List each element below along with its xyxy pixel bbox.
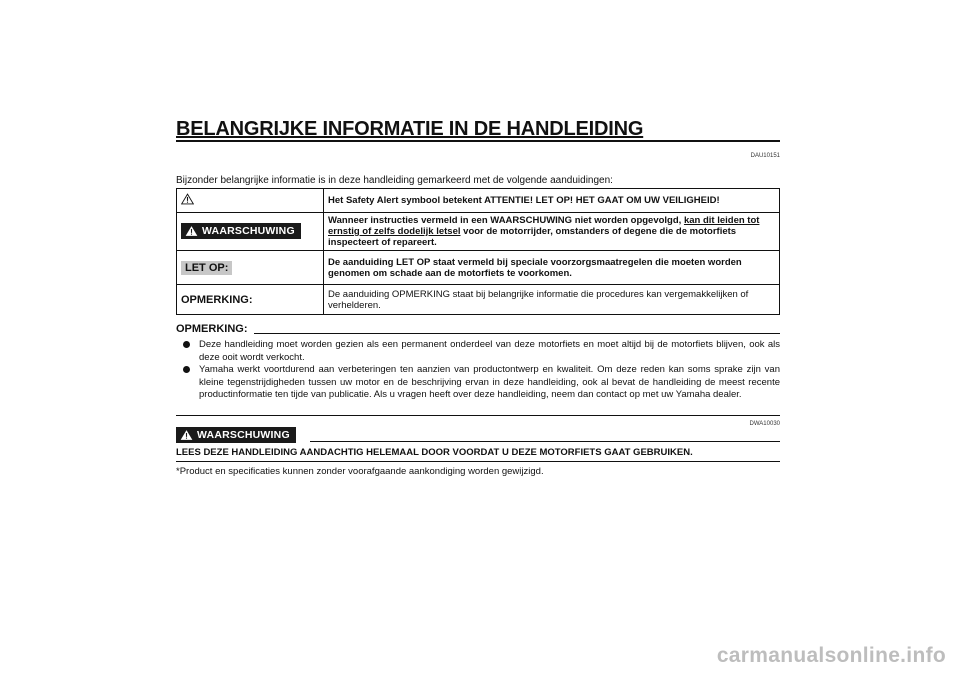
note-heading: OPMERKING: <box>176 323 248 335</box>
warning-badge-label: WAARSCHUWING <box>202 225 295 237</box>
bullet-icon <box>183 366 190 373</box>
warning-description <box>324 213 780 251</box>
warning-triangle-icon <box>180 429 193 441</box>
warning-badge <box>181 223 301 239</box>
caution-description: De aanduiding LET OP staat vermeld bij speciale voorzorgsmaatregelen die moeten worden genomen om schade aan de motorfiets te voorkomen. <box>324 251 780 285</box>
warning-bottom-rule <box>176 461 780 462</box>
symbols-table <box>176 188 780 315</box>
caution-badge: LET OP: <box>181 261 232 275</box>
warning-text-before: Wanneer instructies vermeld in een WAARSCHUWING niet worden opgevolgd, <box>328 215 682 226</box>
table-row <box>177 189 780 213</box>
bullet-icon <box>183 341 190 348</box>
safety-alert-text: Het Safety Alert symbool betekent ATTENTIE! LET OP! HET GAAT OM UW VEILIGHEID! <box>324 189 780 213</box>
safety-alert-triangle-icon <box>181 193 194 205</box>
intro-text: Bijzonder belangrijke informatie is in deze handleiding gemarkeerd met de volgende aanduidingen: <box>176 175 613 186</box>
table-row <box>177 213 780 251</box>
safety-alert-cell <box>177 189 324 213</box>
watermark: carmanualsonline.info <box>716 644 946 667</box>
note-rule <box>254 333 780 334</box>
note-description: De aanduiding OPMERKING staat bij belangrijke informatie die procedures kan vergemakkelijken of verhelderen. <box>324 285 780 315</box>
bullet-text: Deze handleiding moet worden gezien als een permanent onderdeel van deze motorfiets en moet altijd bij de motorfiets blijven, ook als deze ooit wordt verkocht. <box>199 339 780 363</box>
note-label: OPMERKING: <box>181 293 253 306</box>
bullet-text: Yamaha werkt voortdurend aan verbeteringen ten aanzien van productontwerp en kwaliteit. Om deze reden kan soms sprake zijn van kleine tegenstrijdigheden tussen uw motor en de beschrijving ervan in deze handleiding, ook al bevat de handleiding de meest recente productinformatie ten tijde van publicatie. Als u vragen heeft over deze handleiding, neem dan contact op met uw Yamaha dealer. <box>199 364 780 400</box>
table-row <box>177 285 780 315</box>
separator-rule <box>176 415 780 416</box>
table-row <box>177 251 780 285</box>
title-rule <box>176 140 780 142</box>
note-label-cell <box>177 285 324 315</box>
list-item <box>183 339 780 364</box>
warning-rule <box>310 441 780 442</box>
list-item <box>183 364 780 402</box>
warning-text-after: voor de motorrijder, omstanders of degene die de motorfiets inspecteert of repareert. <box>328 226 737 248</box>
footnote: *Product en specificaties kunnen zonder voorafgaande aankondiging worden gewijzigd. <box>176 466 544 477</box>
warning-triangle-icon <box>185 225 198 237</box>
warning-text: LEES DEZE HANDLEIDING AANDACHTIG HELEMAAL DOOR VOORDAT U DEZE MOTORFIETS GAAT GEBRUIKEN. <box>176 447 693 458</box>
warning-section-label: WAARSCHUWING <box>197 429 290 441</box>
warning-code: DWA10030 <box>749 421 780 427</box>
warning-text-underlined: kan dit leiden tot ernstig of zelfs dodelijk letsel <box>328 215 760 237</box>
page-title: BELANGRIJKE INFORMATIE IN DE HANDLEIDING <box>176 118 644 140</box>
caution-badge-cell <box>177 251 324 285</box>
warning-section-badge <box>176 427 296 446</box>
section-code: DAU10151 <box>750 153 780 159</box>
warning-badge-cell <box>177 213 324 251</box>
